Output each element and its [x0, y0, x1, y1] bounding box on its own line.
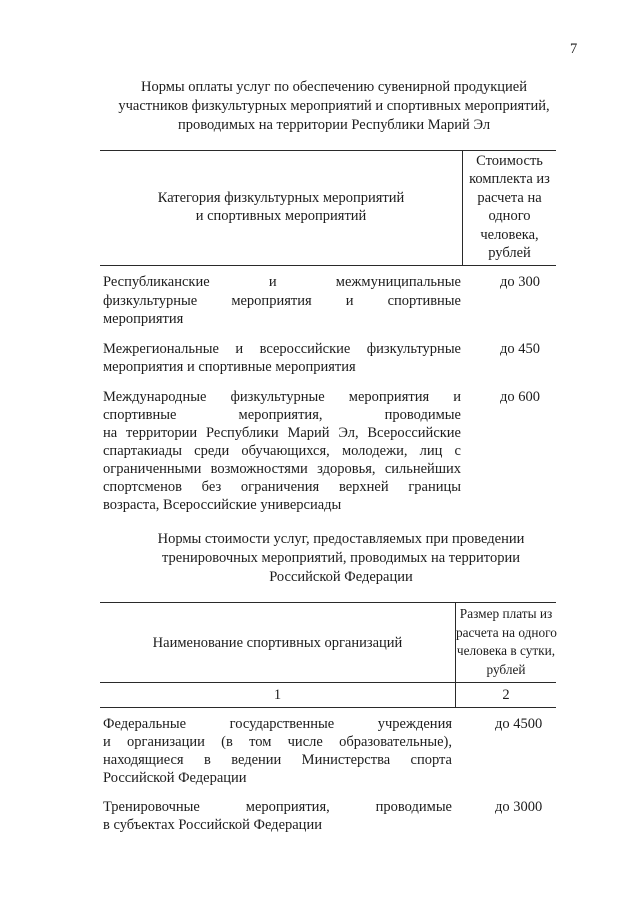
text-line: Российской Федерации: [103, 770, 247, 786]
header-line: и спортивных мероприятий: [195, 208, 367, 224]
table1-row-value: до 600: [500, 389, 541, 405]
text-line: возраста, Всероссийские универсиады: [103, 497, 342, 513]
text-line: и организации (в том числе образовательные),: [103, 734, 452, 750]
table1-title-line: участников физкультурных мероприятий и спортивных мероприятий,: [118, 98, 550, 114]
table1-row-category: [103, 340, 461, 376]
header-line: расчета на одного: [456, 624, 557, 640]
text-line: Межрегиональные и всероссийские физкультурные: [103, 341, 461, 357]
table2-column-number-1: 1: [273, 687, 282, 703]
table1-title-line: проводимых на территории Республики Марий Эл: [177, 117, 491, 133]
text-line: на территории Республики Марий Эл, Всероссийские: [103, 425, 461, 441]
table2-header-fee: [456, 605, 556, 680]
table1-header-category: [100, 189, 462, 225]
table2-row-value: до 4500: [495, 716, 543, 732]
table2-title: [100, 530, 582, 587]
text-line: спортивные мероприятия, проводимые: [103, 407, 461, 423]
header-line: одного: [488, 208, 531, 225]
table2-top-rule: [100, 602, 556, 603]
table2-row-name: [103, 798, 452, 834]
table2-title-line: Российской Федерации: [269, 569, 413, 585]
text-line: в субъектах Российской Федерации: [103, 817, 322, 833]
text-line: мероприятия: [103, 311, 184, 327]
header-line: рублей: [486, 662, 526, 678]
table1-title-line: Нормы оплаты услуг по обеспечению сувенирной продукцией: [141, 79, 527, 95]
table1-header-rule: [100, 265, 556, 266]
table1-row-value: до 300: [500, 274, 541, 290]
table2-title-line: Нормы стоимости услуг, предоставляемых при проведении: [157, 531, 525, 547]
table1-top-rule: [100, 150, 556, 151]
text-line: находящиеся в ведении Министерства спорта: [103, 752, 452, 768]
table2-header-name: [100, 634, 455, 652]
text-line: Тренировочные мероприятия, проводимые: [103, 799, 452, 815]
table2-number-row-rule: [100, 707, 556, 708]
header-line: человека в сутки,: [456, 643, 556, 659]
header-line: человека,: [480, 226, 539, 243]
header-line: Наименование спортивных организаций: [152, 635, 403, 651]
table1-row-category: [103, 388, 461, 514]
page-number: 7: [570, 41, 578, 57]
table2-column-number-2: 2: [502, 687, 510, 703]
table2-row-name: [103, 715, 452, 787]
table1-row-category: [103, 273, 461, 329]
table2-row-value: до 3000: [495, 799, 543, 815]
table2-header-rule: [100, 682, 556, 683]
header-line: расчета на: [477, 189, 542, 206]
text-line: спартакиады среди обучающихся, молодежи, лиц с: [103, 443, 461, 459]
text-line: физкультурные мероприятия и спортивные: [103, 292, 461, 309]
text-line: Международные физкультурные мероприятия и: [103, 389, 461, 405]
table2-title-line: тренировочных мероприятий, проводимых на территории: [162, 550, 520, 566]
table1-header-cost: [463, 152, 556, 262]
header-line: Размер платы из: [459, 606, 553, 621]
text-line: мероприятия и спортивные мероприятия: [103, 359, 356, 375]
header-line: Стоимость: [476, 153, 543, 169]
table1-title: [100, 78, 568, 135]
text-line: Республиканские и межмуниципальные: [103, 274, 461, 290]
text-line: спортсменов без ограничения верхней границы: [103, 479, 461, 495]
header-line: рублей: [488, 245, 531, 262]
text-line: ограниченными возможностями здоровья, сильнейших: [103, 461, 461, 477]
text-line: Федеральные государственные учреждения: [103, 716, 452, 732]
header-line: Категория физкультурных мероприятий: [157, 190, 405, 206]
header-line: комплекта из: [469, 171, 550, 188]
table1-row-value: до 450: [500, 341, 541, 357]
